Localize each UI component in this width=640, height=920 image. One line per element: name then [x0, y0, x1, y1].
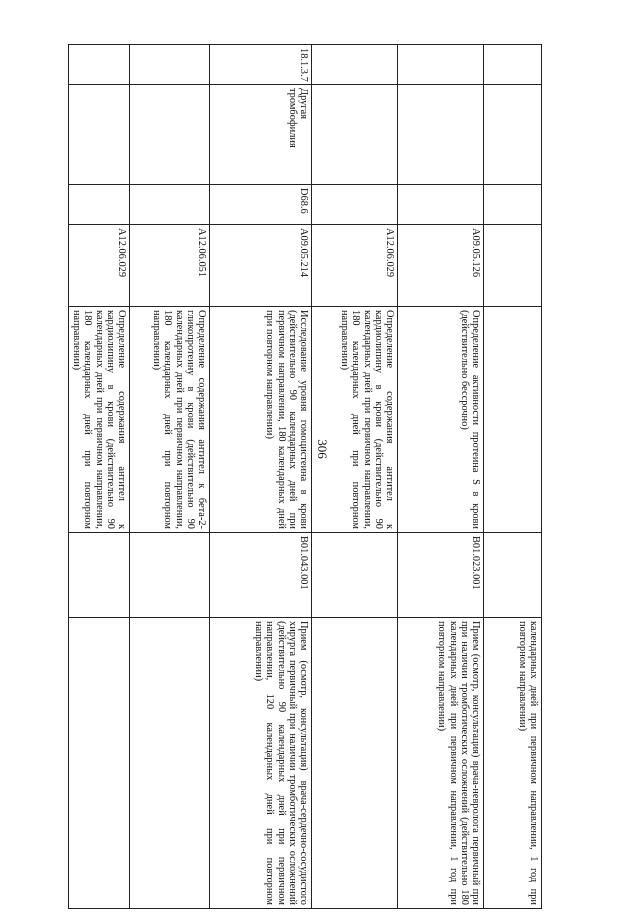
condition-code-cell: 18.1.3.7	[210, 45, 312, 85]
table-container	[71, 44, 542, 908]
condition-name-cell: Другая тромбофилия	[210, 85, 312, 185]
condition-code-cell	[68, 45, 129, 85]
consultation-code-cell	[312, 533, 398, 618]
icd-code-cell: D68.6	[210, 185, 312, 225]
table-row	[312, 45, 398, 909]
condition-name-cell	[312, 85, 398, 185]
service-code-cell: A12.06.051	[130, 225, 210, 307]
condition-name-cell	[484, 85, 542, 185]
condition-code-cell	[398, 45, 484, 85]
service-code-cell: A09.05.214	[210, 225, 312, 307]
icd-code-cell	[68, 185, 129, 225]
condition-code-cell	[312, 45, 398, 85]
service-description-cell: Определение содержания антител к кардиолипину в крови (действительно 90 календарных дней при первичном направлении, 180 календарных дней при повторном направлении)	[312, 307, 398, 533]
table-row	[68, 45, 129, 909]
consultation-description-cell: календарных дней при первичном направлении, 1 год при повторном направлении)	[484, 618, 542, 909]
consultation-code-cell	[68, 533, 129, 618]
consultation-code-cell: B01.043.001	[210, 533, 312, 618]
service-code-cell: A12.06.029	[312, 225, 398, 307]
consultation-code-cell: B01.023.001	[398, 533, 484, 618]
consultation-description-cell	[68, 618, 129, 909]
service-code-cell: A09.05.126	[398, 225, 484, 307]
icd-code-cell	[484, 185, 542, 225]
condition-name-cell	[68, 85, 129, 185]
consultation-description-cell: Прием (осмотр, консультация) врача-невролога первичный при при наличии тромботических осложнений (действительно 180 календарных дней при первичном направлении, 1 год при повторном направлении)	[398, 618, 484, 909]
table-row	[398, 45, 484, 909]
consultation-description-cell	[130, 618, 210, 909]
consultation-description-cell	[312, 618, 398, 909]
page-number: 306	[315, 439, 330, 459]
icd-code-cell	[398, 185, 484, 225]
service-description-cell: Определение содержания антител к кардиолипину в крови (действительно 90 календарных дней при первичном направлении, 180 календарных дней при повторном направлении)	[68, 307, 129, 533]
service-description-cell: Определение активности протеина S в крови (действительно бессрочно)	[398, 307, 484, 533]
services-table	[68, 44, 542, 909]
service-code-cell	[484, 225, 542, 307]
service-description-cell	[484, 307, 542, 533]
service-description-cell: Определение содержания антител к бета-2-гликопротеину в крови (действительно 90 календарных дней при первичном направлении, 180 календарных дней при повторном направлении)	[130, 307, 210, 533]
service-code-cell: A12.06.029	[68, 225, 129, 307]
rotated-table	[71, 44, 542, 908]
icd-code-cell	[130, 185, 210, 225]
consultation-description-cell: Прием (осмотр, консультация) врача-сердечно-сосудистого хирурга первичный при наличии тромботических осложнений (действительно 90 календарных дней при первичном направлении, 120 календарных дней при повторном направлении)	[210, 618, 312, 909]
icd-code-cell	[312, 185, 398, 225]
service-description-cell: Исследование уровня гомоцистеина в крови (действительно 90 календарных дней при первичном направлении, 180 календарных дней при повторном направлении)	[210, 307, 312, 533]
table-row	[130, 45, 210, 909]
condition-code-cell	[130, 45, 210, 85]
condition-name-cell	[398, 85, 484, 185]
consultation-code-cell	[484, 533, 542, 618]
consultation-code-cell	[130, 533, 210, 618]
condition-name-cell	[130, 85, 210, 185]
table-row	[484, 45, 542, 909]
condition-code-cell	[484, 45, 542, 85]
table-row	[210, 45, 312, 909]
